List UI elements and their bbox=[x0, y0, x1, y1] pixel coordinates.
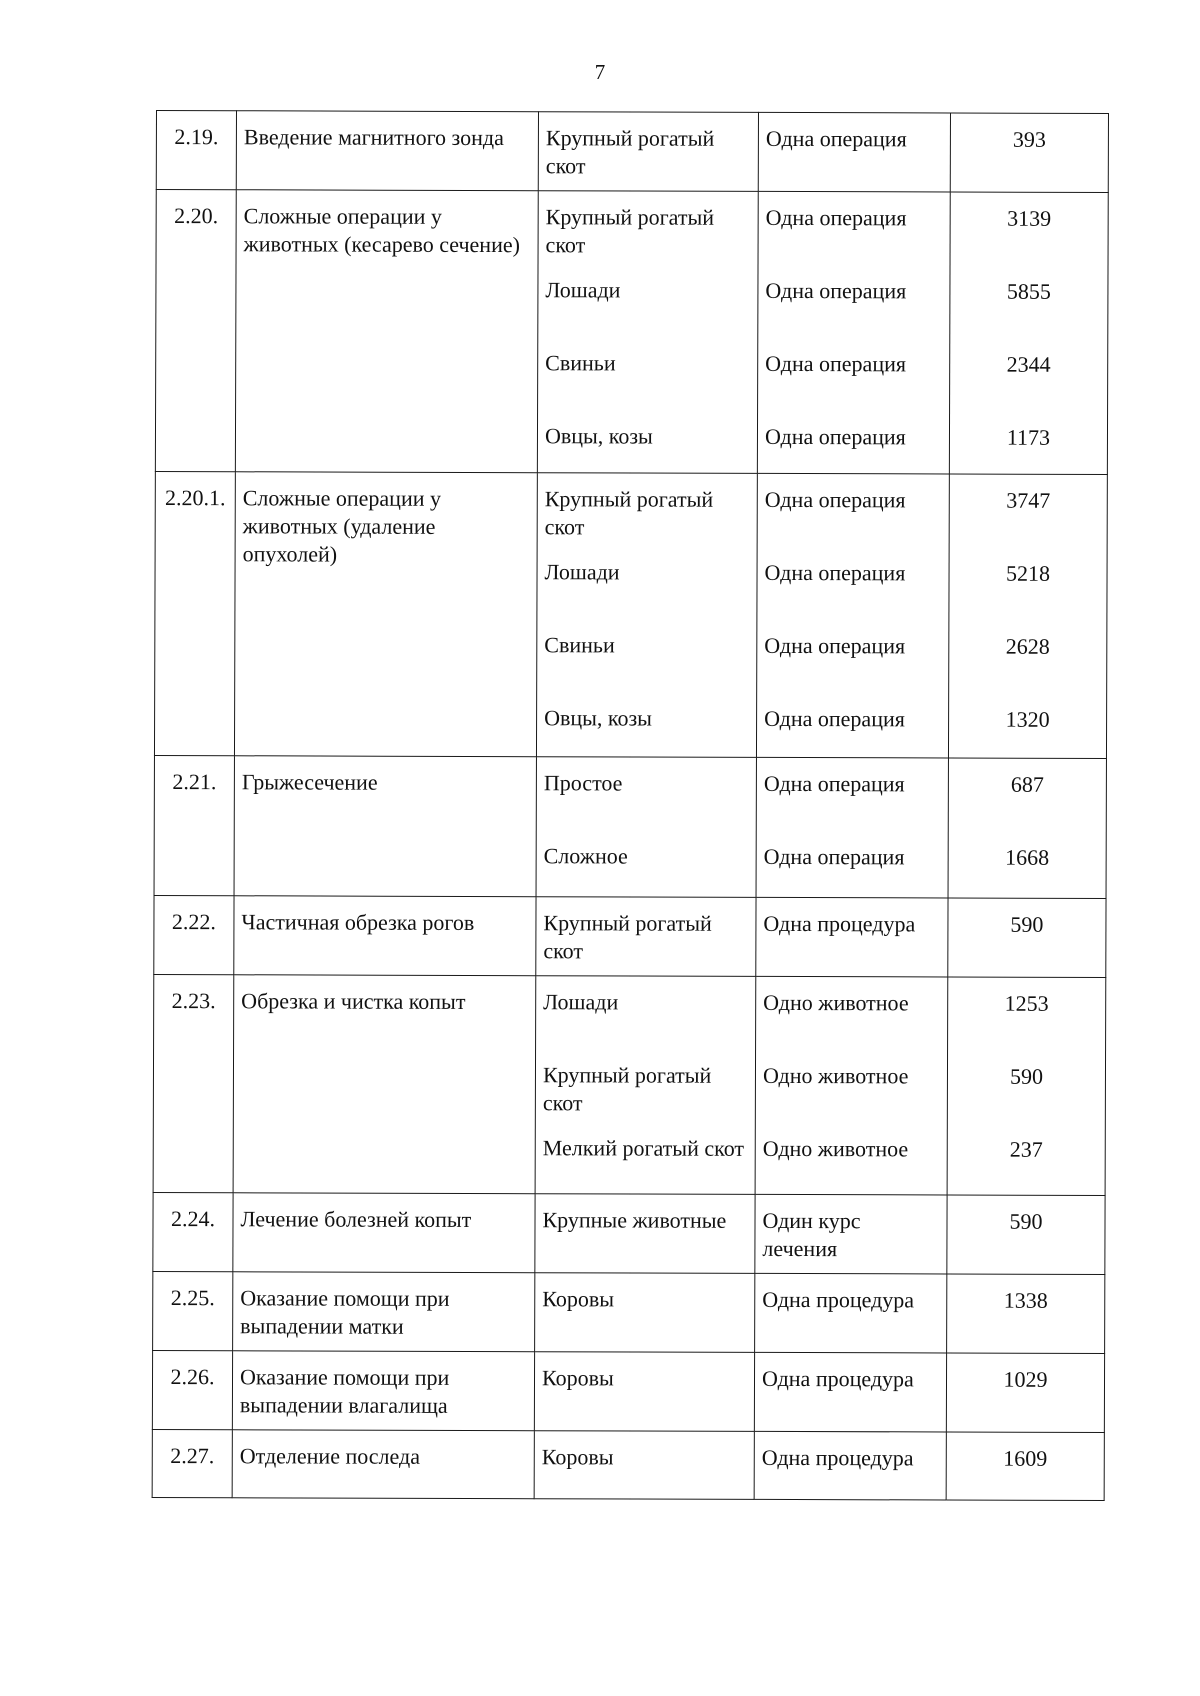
price: 3747 bbox=[1006, 487, 1051, 513]
price-cell bbox=[950, 113, 1108, 192]
unit-cell bbox=[756, 897, 948, 977]
unit: Одна процедура bbox=[762, 1286, 915, 1313]
animal-type-cell bbox=[535, 1194, 755, 1274]
table-row bbox=[152, 1350, 1104, 1432]
price: 5218 bbox=[1006, 560, 1051, 586]
price: 590 bbox=[1009, 1208, 1043, 1234]
unit-cell bbox=[756, 757, 948, 898]
animal-type: Мелкий рогатый скот bbox=[542, 1135, 745, 1161]
price: 3139 bbox=[1007, 205, 1052, 231]
row-number: 2.23. bbox=[153, 974, 234, 1192]
unit-cell bbox=[756, 473, 949, 758]
price: 1253 bbox=[1004, 990, 1049, 1016]
unit: Один курс лечения bbox=[762, 1207, 861, 1262]
table-row bbox=[154, 895, 1106, 977]
price: 1173 bbox=[1006, 424, 1051, 450]
price: 1609 bbox=[1003, 1445, 1048, 1471]
unit: Одна процедура bbox=[761, 1365, 914, 1392]
row-number: 2.20.1. bbox=[154, 471, 235, 755]
animal-type: Овцы, козы bbox=[544, 705, 653, 731]
animal-type: Коровы bbox=[541, 1444, 614, 1470]
page-number: 7 bbox=[594, 60, 606, 84]
table-row bbox=[156, 111, 1108, 193]
price: 5855 bbox=[1006, 278, 1051, 304]
animal-type: Сложное bbox=[543, 843, 628, 869]
price-cell bbox=[949, 192, 1108, 474]
row-number: 2.22. bbox=[154, 895, 234, 974]
price-cell bbox=[947, 1195, 1105, 1274]
animal-type: Крупный рогатый скот bbox=[543, 910, 712, 964]
unit: Одна процедура bbox=[761, 1444, 914, 1471]
price-cell bbox=[948, 474, 1107, 758]
animal-type: Свиньи bbox=[545, 350, 616, 376]
row-number: 2.20. bbox=[155, 190, 236, 472]
unit: Одна операция bbox=[764, 632, 906, 659]
unit-cell bbox=[755, 1273, 947, 1353]
service-name: Частичная обрезка рогов bbox=[234, 896, 536, 976]
animal-type: Крупный рогатый скот bbox=[544, 486, 714, 540]
unit-cell bbox=[758, 112, 950, 192]
service-name: Грыжесечение bbox=[234, 756, 536, 897]
price: 687 bbox=[1010, 771, 1044, 797]
animal-type-cell bbox=[537, 191, 758, 474]
unit: Одно животное bbox=[762, 1062, 909, 1089]
animal-type: Крупный рогатый скот bbox=[545, 204, 715, 258]
unit-cell bbox=[754, 1431, 946, 1500]
unit: Одна операция bbox=[763, 770, 905, 797]
animal-type: Коровы bbox=[542, 1286, 615, 1312]
animal-type: Крупный рогатый скот bbox=[545, 125, 715, 179]
unit: Одна операция bbox=[765, 350, 907, 377]
animal-type-cell bbox=[536, 897, 756, 977]
animal-type-cell bbox=[538, 112, 758, 192]
price: 590 bbox=[1010, 911, 1044, 937]
unit-cell bbox=[754, 1352, 946, 1432]
price: 2344 bbox=[1006, 351, 1051, 377]
price-cell bbox=[948, 898, 1106, 977]
price: 590 bbox=[1009, 1063, 1044, 1089]
table-row bbox=[153, 1192, 1105, 1274]
animal-type-cell bbox=[535, 1273, 755, 1353]
price: 393 bbox=[1012, 126, 1046, 152]
price-cell bbox=[947, 1274, 1105, 1353]
animal-type-cell bbox=[536, 473, 757, 758]
animal-type: Крупные животные bbox=[542, 1207, 727, 1233]
service-name: Сложные операции у животных (удаление опухолей) bbox=[234, 472, 537, 757]
table-row bbox=[155, 190, 1108, 475]
service-name: Введение магнитного зонда bbox=[236, 111, 538, 191]
unit: Одна операция bbox=[764, 423, 906, 450]
unit: Одна операция bbox=[764, 486, 906, 513]
price: 2628 bbox=[1005, 633, 1050, 659]
row-number: 2.21. bbox=[154, 755, 234, 895]
unit: Одна операция bbox=[764, 559, 906, 586]
unit: Одно животное bbox=[762, 1135, 909, 1162]
animal-type: Лошади bbox=[543, 989, 619, 1015]
unit: Одна операция bbox=[763, 843, 905, 870]
price-cell bbox=[946, 1432, 1104, 1500]
row-number: 2.25. bbox=[153, 1271, 233, 1350]
row-number: 2.19. bbox=[156, 111, 236, 190]
table-row bbox=[154, 471, 1107, 758]
animal-type: Простое bbox=[543, 770, 623, 796]
animal-type: Коровы bbox=[541, 1365, 614, 1391]
price-table bbox=[152, 110, 1109, 1501]
table-row bbox=[152, 1429, 1104, 1500]
unit-cell bbox=[755, 976, 948, 1195]
price: 1338 bbox=[1003, 1287, 1048, 1313]
row-number: 2.26. bbox=[152, 1350, 232, 1429]
unit-cell bbox=[757, 191, 950, 474]
animal-type-cell bbox=[534, 1431, 754, 1500]
animal-type: Лошади bbox=[544, 559, 620, 585]
unit: Одна процедура bbox=[763, 910, 916, 937]
table-body bbox=[152, 111, 1108, 1501]
unit: Одна операция bbox=[765, 204, 907, 231]
price: 237 bbox=[1009, 1136, 1043, 1162]
animal-type-cell bbox=[534, 1352, 754, 1432]
price-cell bbox=[948, 758, 1106, 898]
price: 1668 bbox=[1005, 844, 1050, 870]
service-name: Отделение последа bbox=[232, 1430, 534, 1499]
unit: Одна операция bbox=[765, 125, 907, 152]
price: 1029 bbox=[1003, 1366, 1048, 1392]
unit: Одна операция bbox=[764, 705, 905, 732]
service-name: Обрезка и чистка копыт bbox=[233, 975, 536, 1194]
animal-type-cell bbox=[536, 757, 756, 898]
unit: Одна операция bbox=[765, 277, 907, 304]
animal-type: Лошади bbox=[545, 277, 621, 303]
price: 1320 bbox=[1005, 706, 1050, 732]
service-name: Лечение болезней копыт bbox=[233, 1193, 535, 1273]
table-row bbox=[153, 1271, 1105, 1353]
service-name: Оказание помощи при выпадении матки bbox=[233, 1272, 535, 1352]
service-name: Сложные операции у животных (кесарево сечение) bbox=[235, 190, 538, 473]
row-number: 2.24. bbox=[153, 1192, 233, 1271]
unit: Одно животное bbox=[763, 989, 909, 1016]
price-cell bbox=[946, 1353, 1104, 1432]
service-name: Оказание помощи при выпадении влагалища bbox=[232, 1351, 534, 1431]
unit-cell bbox=[755, 1194, 947, 1274]
animal-type: Свиньи bbox=[544, 632, 615, 658]
price-cell bbox=[947, 977, 1106, 1195]
animal-type: Крупный рогатый скот bbox=[542, 1062, 712, 1116]
animal-type: Овцы, козы bbox=[544, 423, 653, 449]
table-row bbox=[153, 974, 1106, 1195]
table-row bbox=[154, 755, 1106, 898]
row-number: 2.27. bbox=[152, 1429, 232, 1497]
animal-type-cell bbox=[535, 976, 756, 1195]
